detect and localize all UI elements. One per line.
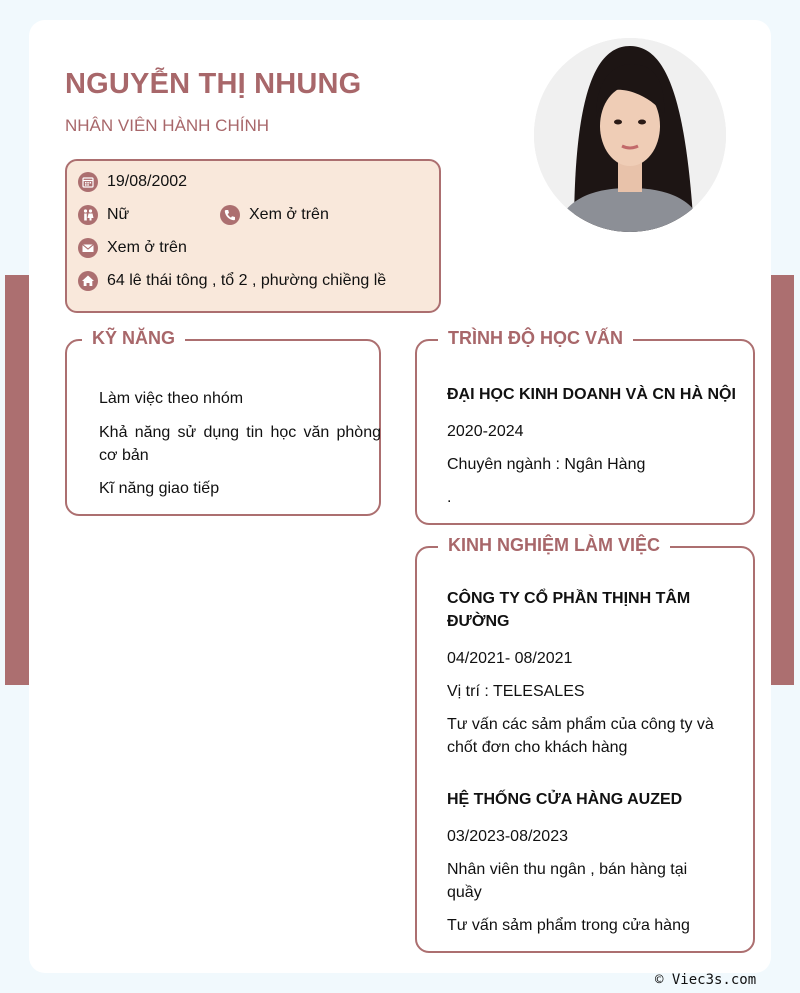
email-row	[78, 238, 187, 258]
phone-value: Xem ở trên	[249, 206, 329, 223]
school-name: ĐẠI HỌC KINH DOANH VÀ CN HÀ NỘI	[447, 386, 736, 403]
education-note: .	[447, 489, 452, 506]
experience-heading: KINH NGHIỆM LÀM VIỆC	[438, 535, 670, 556]
education-section	[415, 328, 755, 525]
right-accent-band	[771, 275, 794, 685]
address-value: 64 lê thái tông , tổ 2 , phường chiềng lề	[107, 272, 387, 289]
gender-row	[78, 205, 129, 225]
gender-icon	[78, 205, 98, 225]
birthdate-value: 19/08/2002	[107, 173, 188, 190]
job-company: CÔNG TY CỔ PHẦN THỊNH TÂM ĐƯỜNG	[447, 590, 691, 630]
address-row	[78, 271, 386, 291]
skills-section	[65, 328, 381, 516]
skill-item: Kĩ năng giao tiếp	[99, 480, 220, 497]
candidate-name: NGUYỄN THỊ NHUNG	[65, 68, 362, 100]
calendar-icon	[78, 172, 98, 192]
email-icon	[78, 238, 98, 258]
job-position: Nhân viên thu ngân , bán hàng tại quầy	[447, 861, 688, 901]
job-period: 03/2023-08/2023	[447, 828, 568, 845]
job-period: 04/2021- 08/2021	[447, 650, 573, 667]
gender-value: Nữ	[107, 206, 130, 223]
education-major: Chuyên ngành : Ngân Hàng	[447, 456, 646, 473]
personal-info-box	[65, 159, 441, 313]
left-accent-band	[5, 275, 29, 685]
phone-row	[220, 205, 329, 225]
education-years: 2020-2024	[447, 423, 524, 440]
experience-section	[415, 535, 755, 953]
skill-item: Làm việc theo nhóm	[99, 390, 244, 407]
job-company: HỆ THỐNG CỬA HÀNG AUZED	[447, 791, 683, 808]
profile-photo	[534, 38, 726, 232]
job-description: Tư vấn sảm phẩm trong cửa hàng	[447, 917, 690, 934]
job-position: Vị trí : TELESALES	[447, 683, 585, 700]
email-value: Xem ở trên	[107, 239, 187, 256]
footer-credit: © Viec3s.com	[655, 972, 757, 988]
home-icon	[78, 271, 98, 291]
birthdate-row	[78, 172, 187, 192]
job-description: Tư vấn các sảm phẩm của công ty và chốt đơn cho khách hàng	[447, 716, 714, 756]
phone-icon	[220, 205, 240, 225]
education-heading: TRÌNH ĐỘ HỌC VẤN	[438, 328, 633, 349]
skill-item: Khả năng sử dụng tin học văn phòng cơ bản	[99, 424, 381, 464]
candidate-title: NHÂN VIÊN HÀNH CHÍNH	[65, 116, 270, 135]
skills-heading: KỸ NĂNG	[82, 328, 185, 349]
